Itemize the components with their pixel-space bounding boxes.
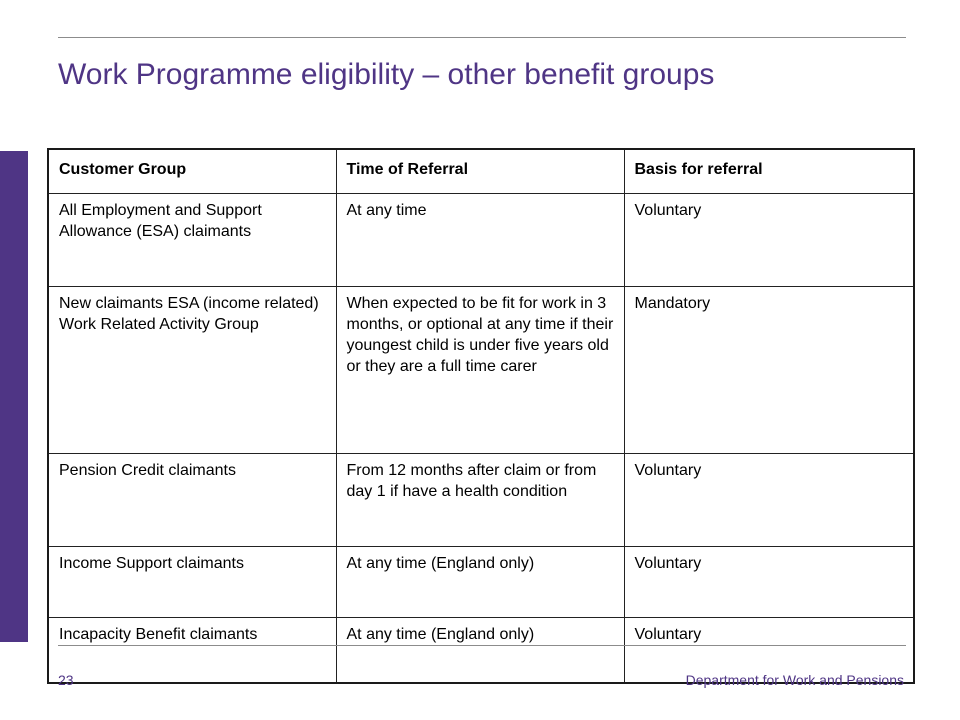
cell-basis-for-referral: Voluntary [624,547,914,618]
cell-basis-for-referral: Mandatory [624,287,914,454]
cell-customer-group: Incapacity Benefit claimants [48,618,336,684]
column-header-basis-for-referral: Basis for referral [624,149,914,194]
cell-time-of-referral: From 12 months after claim or from day 1 if have a health condition [336,454,624,547]
table-header-row [48,149,914,194]
table-row [48,194,914,287]
table-row [48,547,914,618]
column-header-customer-group: Customer Group [48,149,336,194]
cell-basis-for-referral: Voluntary [624,618,914,684]
accent-side-bar [0,151,28,642]
cell-customer-group: New claimants ESA (income related) Work Related Activity Group [48,287,336,454]
cell-time-of-referral: At any time (England only) [336,547,624,618]
cell-time-of-referral: At any time (England only) [336,618,624,684]
table-row [48,287,914,454]
page-number: 23 [58,672,74,688]
cell-customer-group: Income Support claimants [48,547,336,618]
department-name: Department for Work and Pensions [685,672,904,688]
table-row [48,454,914,547]
cell-time-of-referral: At any time [336,194,624,287]
bottom-divider [58,645,906,646]
cell-basis-for-referral: Voluntary [624,454,914,547]
eligibility-table [47,148,915,684]
cell-customer-group: Pension Credit claimants [48,454,336,547]
cell-basis-for-referral: Voluntary [624,194,914,287]
cell-time-of-referral: When expected to be fit for work in 3 months, or optional at any time if their youngest child is under five years old or they are a full time carer [336,287,624,454]
top-divider [58,37,906,38]
column-header-time-of-referral: Time of Referral [336,149,624,194]
cell-customer-group: All Employment and Support Allowance (ESA) claimants [48,194,336,287]
slide-title: Work Programme eligibility – other benefit groups [58,58,715,91]
